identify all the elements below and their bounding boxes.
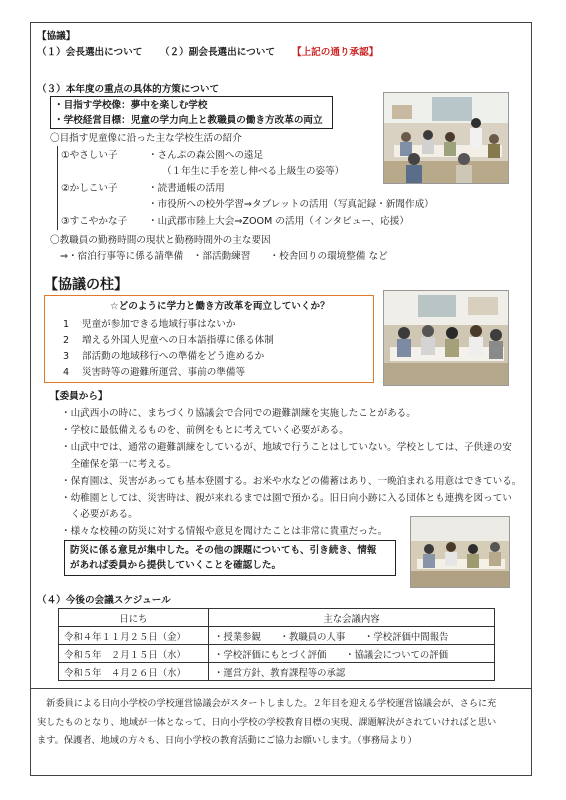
- pillar-item-text: 児童が参加できる地域行事はないか: [82, 319, 236, 330]
- pillar-item-no: 2: [63, 335, 70, 346]
- work-hours-title: 〇教職員の勤務時間の現状と勤務時間外の主な要因: [50, 235, 271, 246]
- schedule-content: ・学校評価にもとづく評価 ・協議会についての評価: [209, 645, 495, 663]
- pillar-item-no: 3: [63, 351, 70, 362]
- committee-comment: く必要がある。: [61, 509, 138, 520]
- schedule-table: [58, 608, 495, 681]
- closing-line: 実したものとなり、地域が一体となって、日向小学校の学校教育目標の実現、課題解決がされていければと思い: [37, 717, 497, 728]
- meeting-photo-3: [410, 516, 510, 588]
- schedule-date: 令和５年 ４月２６日（水）: [59, 663, 209, 681]
- pillar-heading: 【協議の柱】: [44, 277, 128, 293]
- committee-comment: ・山武中では、通常の避難訓練をしているが、地域で行うことはしていない。学校としては、子供達の安: [61, 442, 512, 453]
- schedule-title: （４）今後の会議スケジュール: [37, 595, 171, 606]
- lifestyle-text: ・山武郡市陸上大会⇒ZOOM の活用（インタビュー、応援）: [148, 216, 409, 227]
- lifestyle-label-smart: ②かしこい子: [61, 183, 118, 194]
- goal-school-image: ・目指す学校像：夢中を楽しむ学校: [54, 100, 208, 111]
- schedule-header-content: 主な会議内容: [209, 609, 495, 627]
- committee-comment: ・保育園は、災害があっても基本登園する。お米や水などの備蓄はあり、一晩泊まれる用意はできている。: [61, 476, 522, 487]
- agenda-item-2: （２）副会長選出について: [160, 47, 275, 58]
- goal-management-target: ・学校経営目標：児童の学力向上と教職員の働き方改革の両立: [54, 115, 323, 126]
- section3-title: （３）本年度の重点の具体的方策について: [37, 84, 220, 95]
- schedule-content: ・授業参観 ・教職員の人事 ・学校評価中間報告: [209, 627, 495, 645]
- schedule-header-date: 日にち: [59, 609, 209, 627]
- section-label: 【協議】: [37, 31, 76, 42]
- agenda-item-1: （１）会長選出について: [37, 47, 143, 58]
- lifestyle-text: ・さんぷの森公園への遠足: [148, 150, 264, 161]
- closing-line: 新委員による日向小学校の学校運営協議会がスタートしました。２年目を迎える学校運営協議会が、さらに充: [37, 698, 497, 709]
- meeting-photo-1: [383, 92, 509, 184]
- committee-comment: ・様々な校種の防災に対する情報や意見を聞けたことは非常に貴重だった。: [61, 526, 388, 537]
- committee-comment: ・山武西小の時に、まちづくり協議会で合同での避難訓練を実施したことがある。: [61, 408, 416, 419]
- meeting-photo-2: [383, 290, 509, 386]
- schedule-date: 令和４年１１月２５日（金）: [59, 627, 209, 645]
- pillar-item-text: 部活動の地域移行への準備をどう進めるか: [82, 351, 265, 362]
- conclusion-line: があれば委員から提供していくことを確認した。: [70, 560, 282, 571]
- pillar-item-no: 1: [63, 319, 70, 330]
- pillar-item-text: 災害時等の避難所運営、事前の準備等: [82, 367, 246, 378]
- schedule-date: 令和５年 ２月１５日（水）: [59, 645, 209, 663]
- schedule-content: ・運営方針、教育課程等の承認: [209, 663, 495, 681]
- pillar-question: ☆どのように学力と働き方改革を両立していくか？: [110, 301, 330, 312]
- approved-note: 【上記の通り承認】: [292, 47, 379, 58]
- committee-comment: ・学校に最低備えるものを、前例をもとに考えていく必要がある。: [61, 425, 349, 436]
- committee-heading: 【委員から】: [50, 391, 108, 402]
- conclusion-line: 防災に係る意見が集中した。その他の課題についても、引き続き、情報: [70, 545, 377, 556]
- work-hours-detail: ⇒・宿泊行事等に係る請準備 ・部活動練習 ・校舎回りの環境整備 など: [60, 251, 388, 262]
- lifestyle-bracket: [57, 146, 59, 230]
- lifestyle-label-healthy: ③すこやかな子: [61, 216, 128, 227]
- closing-divider: [30, 688, 532, 689]
- closing-line: ます。保護者、地域の方々も、日向小学校の教育活動にご協力お願いします。（事務局より）: [37, 735, 417, 746]
- lifestyle-text: ・読書通帳の活用: [148, 183, 225, 194]
- committee-comment: ・幼稚園としては、災害時は、親が来れるまでは園で預かる。旧日向小跡に入る団体とも連携を図ってい: [61, 493, 512, 504]
- lifestyle-text: ・市役所への校外学習⇒タブレットの活用（写真記録・新聞作成）: [148, 199, 434, 210]
- schedule-table-wrap: [58, 608, 495, 681]
- lifestyle-label-kind: ①やさしい子: [61, 150, 118, 161]
- pillar-item-text: 増える外国人児童への日本語指導に係る体制: [82, 335, 274, 346]
- lifestyle-intro: 〇目指す児童像に沿った主な学校生活の紹介: [50, 133, 242, 144]
- lifestyle-text: （１年生に手を差し伸べる上級生の姿等）: [162, 166, 345, 177]
- committee-comment: 全確保を第一に考える。: [61, 459, 177, 470]
- pillar-item-no: 4: [63, 367, 70, 378]
